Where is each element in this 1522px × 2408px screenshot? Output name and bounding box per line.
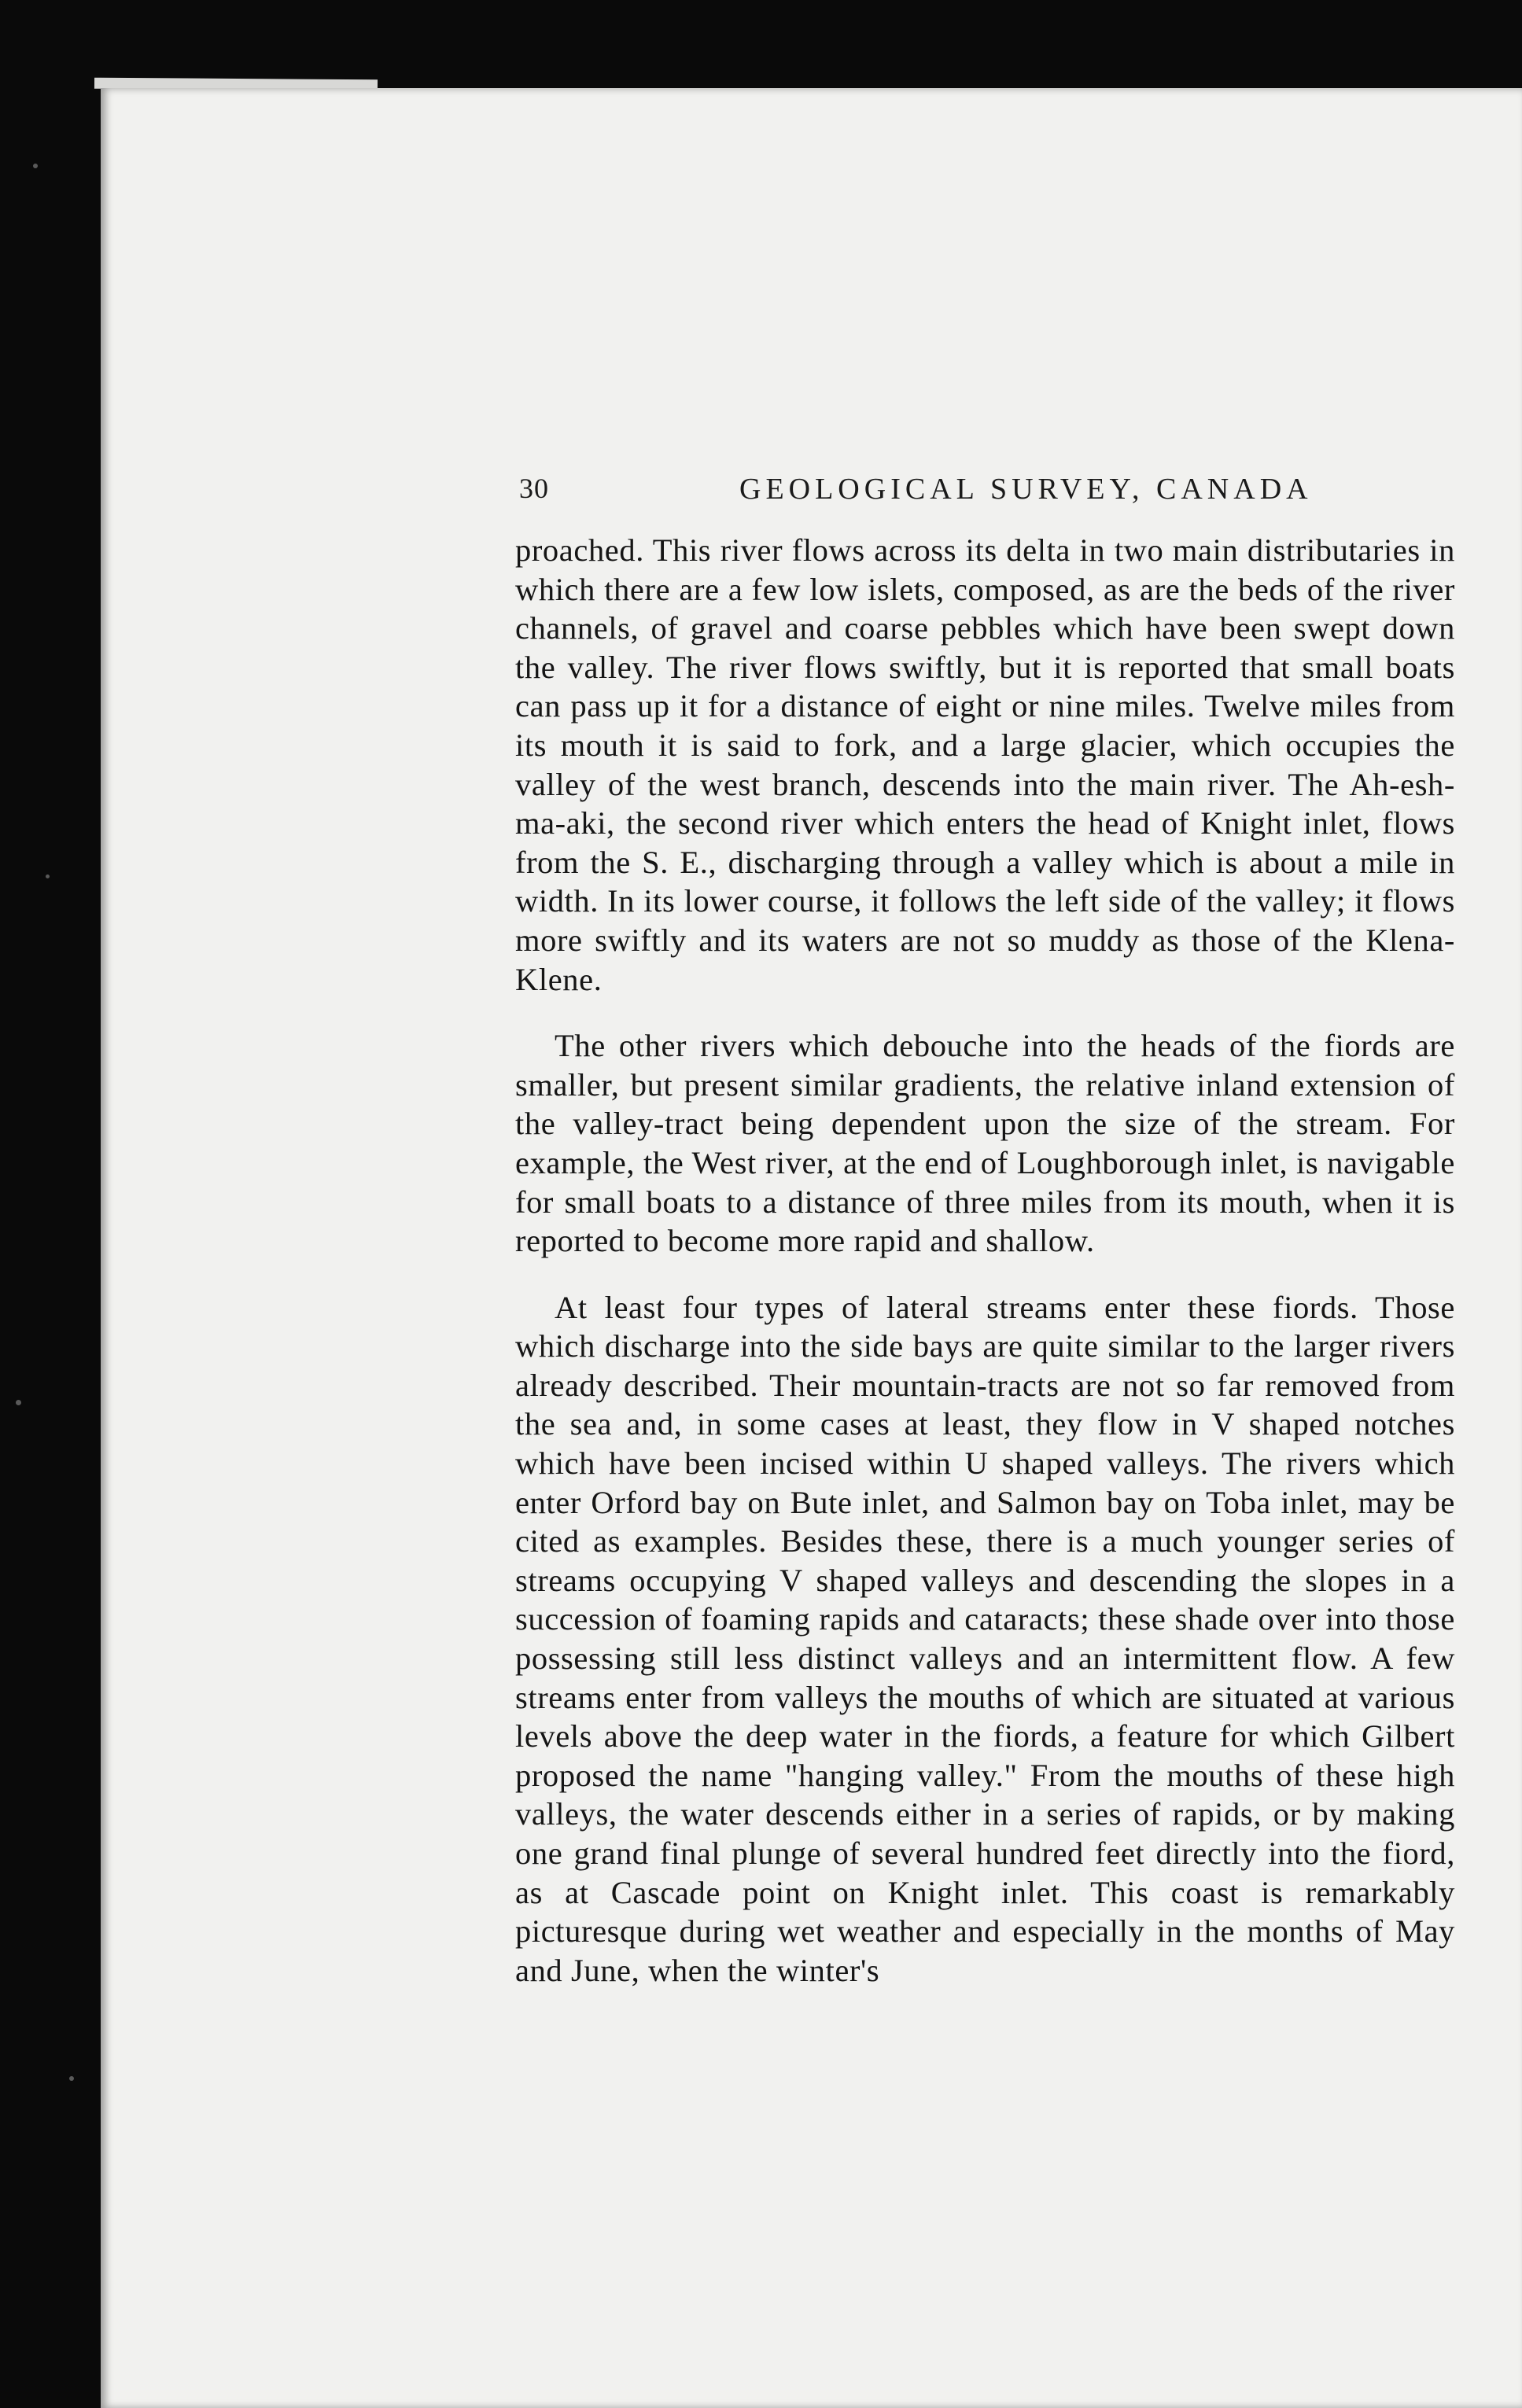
scan-speck	[16, 1400, 21, 1405]
paragraph: At least four types of lateral streams enter these fiords. Those which discharge into the side bays are quite similar to the larger rivers already described. Their mountain-tracts are not so far removed from the sea and, in some cases at least, they flow in V shaped notches which have been incised within U shaped valleys. The rivers which enter Orford bay on Bute inlet, and Salmon bay on Toba inlet, may be cited as examples. Besides these, there is a much younger series of streams occupying V shaped valleys and descending the slopes in a succession of foaming rapids and cataracts; these shade over into those possessing still less distinct valleys and an intermittent flow. A few streams enter from valleys the mouths of which are situated at various levels above the deep water in the fiords, a feature for which Gilbert proposed the name "hanging valley." From the mouths of these high valleys, the water descends either in a series of rapids, or by making one grand final plunge of several hundred feet directly into the fiord, as at Cascade point on Knight inlet. This coast is remarkably picturesque during wet weather and especially in the months of May and June, when the winter's	[515, 1289, 1455, 1988]
page-header	[519, 472, 1479, 519]
body-text	[515, 531, 1455, 1990]
page-number: 30	[519, 473, 549, 504]
running-head: GEOLOGICAL SURVEY, CANADA	[739, 473, 1313, 506]
scan-speck	[69, 2076, 74, 2081]
scan-speck	[33, 164, 38, 168]
scan-speck	[46, 874, 50, 878]
paragraph: The other rivers which debouche into the heads of the fiords are smaller, but present similar gradients, the relative inland extension of the valley-tract being dependent upon the size of the stream. For example, the West river, at the end of Loughborough inlet, is navigable for small boats to a distance of three miles from its mouth, when it is reported to become more rapid and shallow.	[515, 1028, 1455, 1259]
paragraph: proached. This river flows across its delta in two main distributaries in which there are a few low islets, composed, as are the beds of the river channels, of gravel and coarse pebbles which have been swept down the valley. The river flows swiftly, but it is reported that small boats can pass up it for a distance of eight or nine miles. Twelve miles from its mouth it is said to fork, and a large glacier, which occupies the valley of the west branch, descends into the main river. The Ah-esh-ma-aki, the second river which enters the head of Knight inlet, flows from the S. E., discharging through a valley which is about a mile in width. In its lower course, it follows the left side of the valley; it flows more swiftly and its waters are not so muddy as those of the Klena-Klene.	[515, 532, 1455, 997]
